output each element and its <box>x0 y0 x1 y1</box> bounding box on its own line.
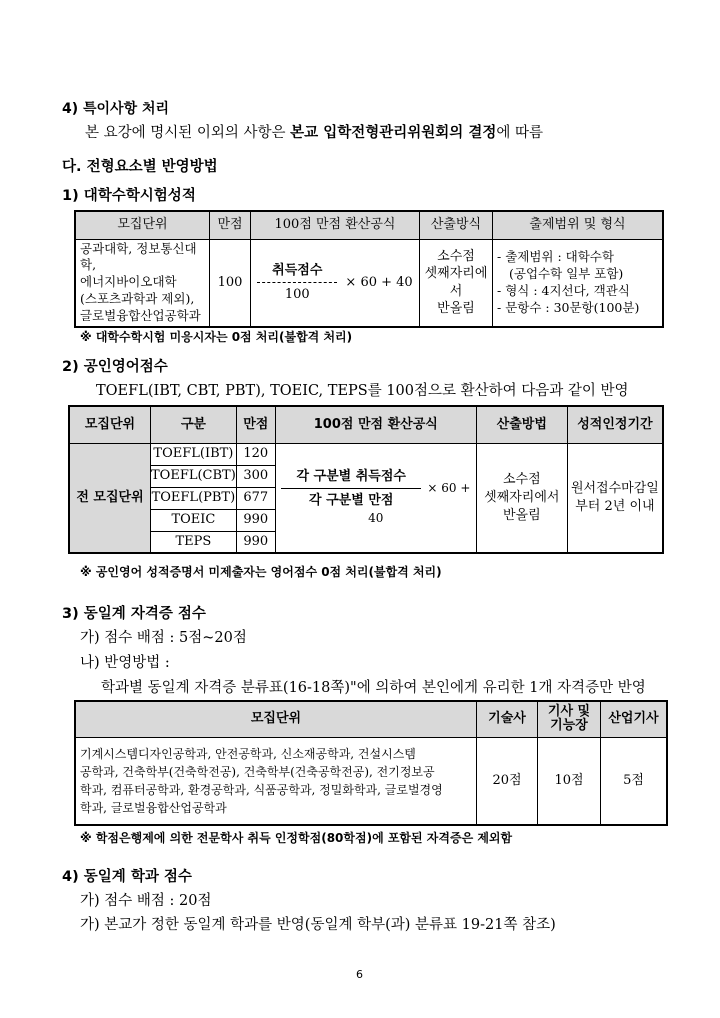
special-text <box>85 121 543 142</box>
english-period-line: 부터 2년 이내 <box>575 498 655 514</box>
math-method-line: 소수점 <box>437 248 475 264</box>
english-max-cell: 677 <box>236 487 275 509</box>
english-header-type: 구분 <box>151 406 237 443</box>
math-header-range: 출제범위 및 형식 <box>493 211 664 239</box>
math-range-line: - 출제범위 : 대학수학 <box>497 249 614 264</box>
math-unit-line: 에너지바이오대학 <box>80 274 177 290</box>
section-heading-special: 4) 특이사항 처리 <box>62 101 170 117</box>
math-range-line: (공업수학 일부 포함) <box>509 265 624 281</box>
english-intro: TOEFL(IBT, CBT, PBT), TOEIC, TEPS를 100점으로 환산하여 다음과 같이 반영 <box>96 383 629 399</box>
math-unit-line: 글로벌융합산업공학과 <box>80 308 201 324</box>
math-method-cell <box>420 239 493 327</box>
english-formula-tail: × 60 + 40 <box>368 481 471 526</box>
math-header-unit: 모집단위 <box>75 211 210 239</box>
english-type-cell: TEPS <box>151 531 237 553</box>
math-method-line: 셋째자리에서 <box>424 266 488 299</box>
section-da-heading: 다. 전형요소별 반영방법 <box>62 159 218 175</box>
section-heading-cert: 3) 동일계 자격증 점수 <box>62 606 206 622</box>
math-unit-cell <box>75 239 210 327</box>
math-header-method: 산출방식 <box>420 211 493 239</box>
english-type-cell: TOEFL(CBT) <box>151 465 237 487</box>
english-note: ※ 공인영어 성적증명서 미제출자는 영어점수 0점 처리(불합격 처리) <box>80 565 442 579</box>
english-max-cell: 120 <box>236 443 275 465</box>
section-heading-dept: 4) 동일계 학과 점수 <box>62 869 192 885</box>
english-unit-cell: 전 모집단위 <box>69 443 151 553</box>
math-table <box>74 210 664 328</box>
math-method-line: 반올림 <box>437 301 475 317</box>
english-formula-numerator: 각 구분별 취득점수 <box>296 468 406 484</box>
cert-desc: 학과별 동일계 자격증 분류표(16-18쪽)"에 의하여 본인에게 유리한 1개 자격증만 반영 <box>101 680 646 696</box>
special-text-b: 본교 입학전형관리위원회의 결정 <box>290 125 497 141</box>
special-text-a: 본 요강에 명시된 이외의 사항은 <box>85 125 291 141</box>
cert-na: 나) 반영방법 : <box>80 655 170 671</box>
math-max-cell: 100 <box>210 239 251 327</box>
math-note: ※ 대학수학시험 미응시자는 0점 처리(불합격 처리) <box>80 330 353 344</box>
cert-unit-line: 공학과, 건축학부(건축학전공), 건축학부(건축공학전공), 전기정보공 <box>80 764 435 779</box>
math-formula-denominator: 100 <box>284 287 310 303</box>
english-type-cell: TOEFL(IBT) <box>151 443 237 465</box>
english-period-cell <box>567 443 663 553</box>
english-header-unit: 모집단위 <box>69 406 151 443</box>
math-formula-fraction <box>257 262 337 304</box>
dept-ga2: 가) 본교가 정한 동일계 학과를 반영(동일계 학부(과) 분류표 19-21쪽 참조) <box>80 917 556 933</box>
english-max-cell: 990 <box>236 509 275 531</box>
english-header-max: 만점 <box>236 406 275 443</box>
math-header-max: 만점 <box>210 211 251 239</box>
cert-score-industrial: 5점 <box>601 737 668 825</box>
math-formula-numerator: 취득점수 <box>272 262 323 278</box>
math-range-cell <box>493 239 664 327</box>
cert-header-industrial: 산업기사 <box>601 701 668 737</box>
cert-header-technician: 기사 및 기능장 <box>538 701 601 737</box>
english-table <box>68 405 664 554</box>
math-formula-tail: × 60 + 40 <box>345 275 413 291</box>
cert-unit-line: 학과, 컴퓨터공학과, 환경공학과, 식품공학과, 정밀화학과, 글로벌경영 <box>80 782 443 797</box>
math-unit-line: (스포츠과학과 제외), <box>80 291 195 307</box>
dept-ga: 가) 점수 배점 : 20점 <box>80 893 212 909</box>
math-unit-line: 공과대학, 정보통신대학, <box>80 240 197 273</box>
cert-table <box>74 700 668 826</box>
math-formula-bar <box>257 282 337 283</box>
english-formula-fraction <box>281 468 421 510</box>
section-heading-english: 2) 공인영어점수 <box>62 359 168 375</box>
cert-score-technician: 10점 <box>538 737 601 825</box>
english-formula-denominator: 각 구분별 만점 <box>309 493 394 509</box>
english-header-method: 산출방법 <box>476 406 567 443</box>
english-period-line: 원서접수마감일 <box>570 481 659 497</box>
english-formula-bar <box>281 488 421 489</box>
cert-header-unit: 모집단위 <box>75 701 477 737</box>
english-method-line: 셋째자리에서 <box>484 489 560 505</box>
cert-note: ※ 학점은행제에 의한 전문학사 취득 인정학점(80학점)에 포함된 자격증은 제외함 <box>80 831 513 845</box>
english-header-period: 성적인정기간 <box>567 406 663 443</box>
section-heading-math: 1) 대학수학시험성적 <box>62 188 196 204</box>
cert-header-engineer: 기술사 <box>477 701 538 737</box>
english-method-line: 소수점 <box>502 472 541 488</box>
cert-unit-cell <box>75 737 477 825</box>
english-max-cell: 990 <box>236 531 275 553</box>
math-range-line: - 형식 : 4지선다, 객관식 <box>497 282 630 298</box>
english-formula-cell <box>275 443 476 553</box>
math-formula-cell <box>251 239 420 327</box>
english-type-cell: TOEFL(PBT) <box>151 487 237 509</box>
english-method-line: 반올림 <box>502 507 541 523</box>
math-header-formula: 100점 만점 환산공식 <box>251 211 420 239</box>
cert-unit-line: 기계시스템디자인공학과, 안전공학과, 신소재공학과, 건설시스템 <box>80 746 416 761</box>
english-method-cell <box>476 443 567 553</box>
english-header-formula: 100점 만점 환산공식 <box>275 406 476 443</box>
page-number: 6 <box>356 968 363 981</box>
special-text-c: 에 따름 <box>496 125 543 141</box>
english-type-cell: TOEIC <box>151 509 237 531</box>
cert-score-engineer: 20점 <box>477 737 538 825</box>
cert-ga: 가) 점수 배점 : 5점~20점 <box>80 630 247 646</box>
math-range-line: - 문항수 : 30문항(100분) <box>497 299 640 315</box>
cert-unit-line: 학과, 글로벌융합산업공학과 <box>80 800 227 815</box>
english-max-cell: 300 <box>236 465 275 487</box>
